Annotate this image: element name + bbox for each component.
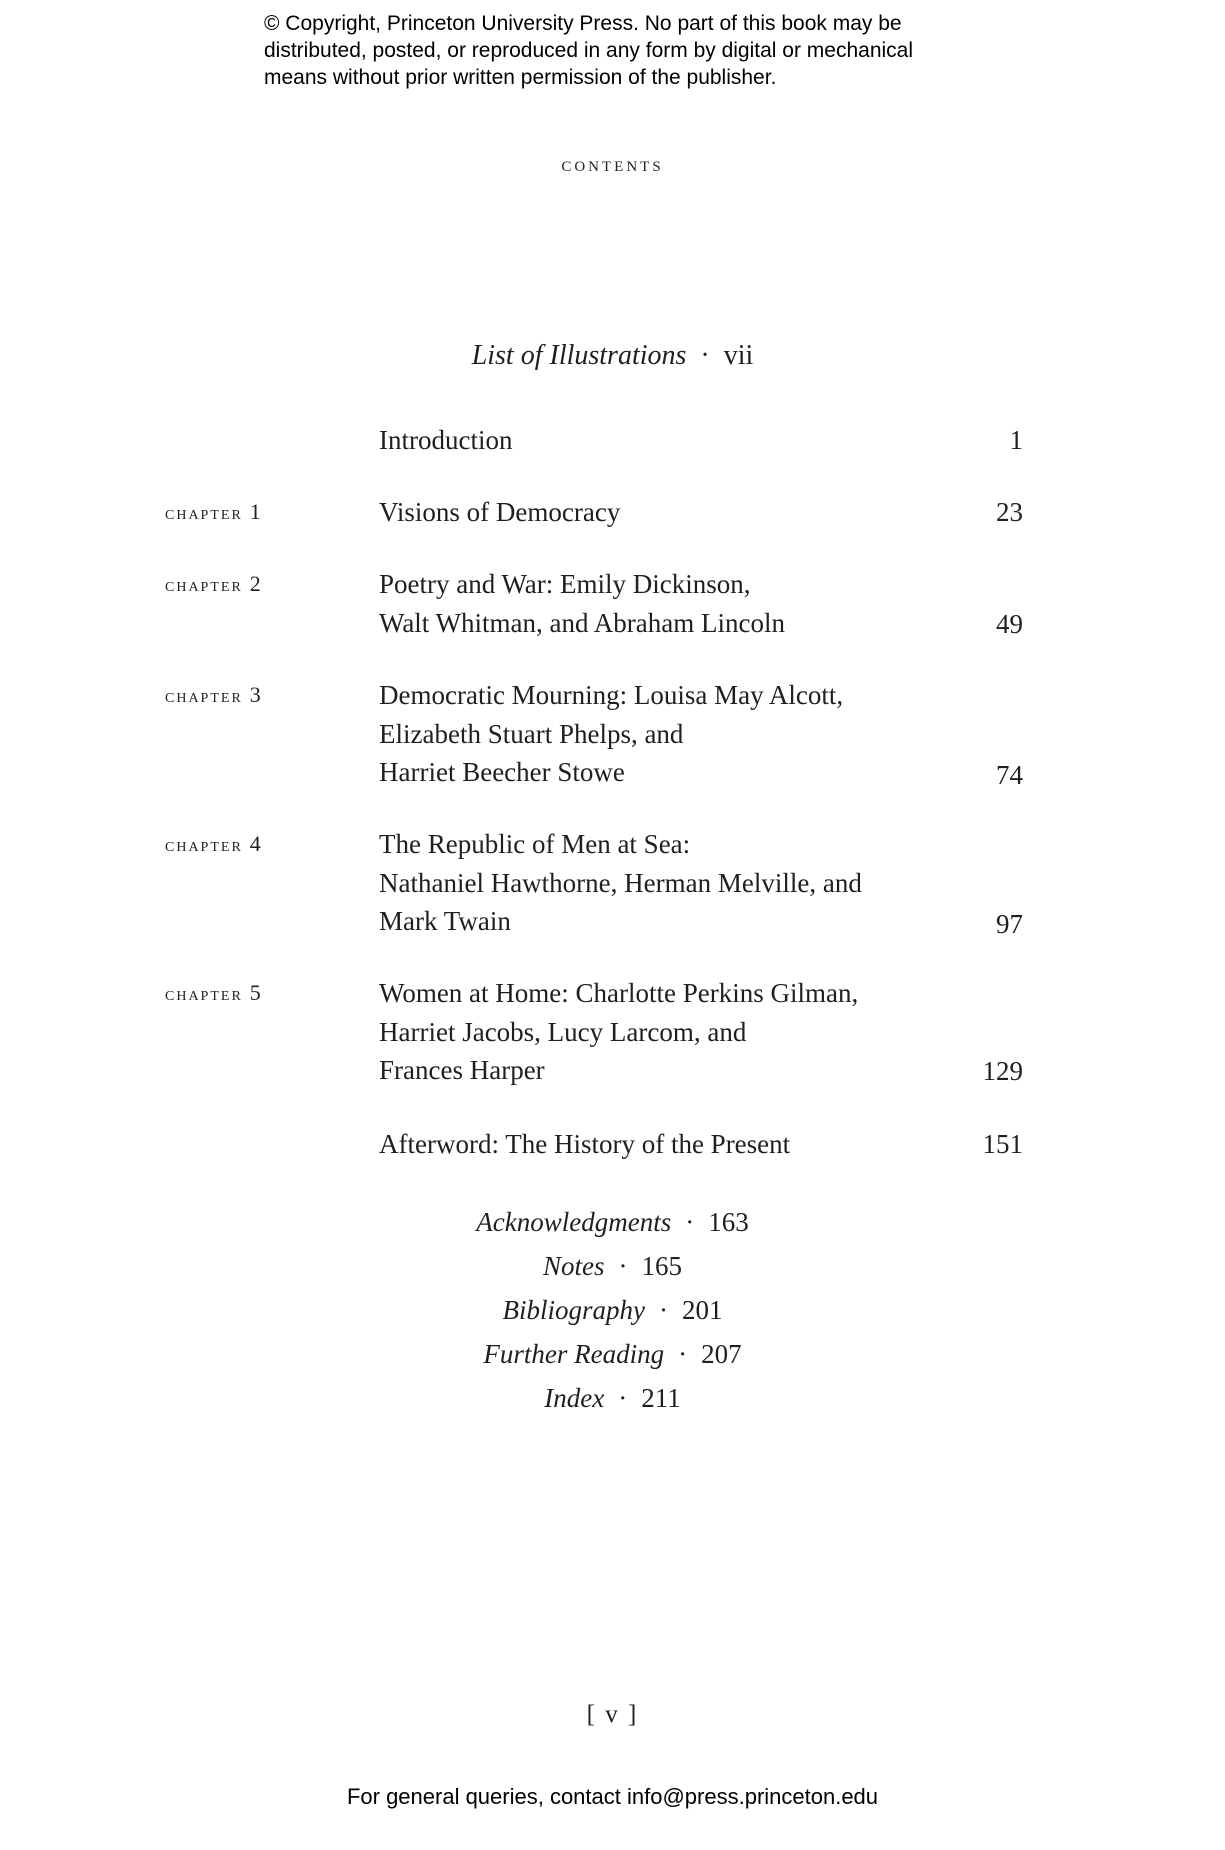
- back-matter-page: 165: [641, 1251, 682, 1281]
- back-matter-title: Index: [544, 1383, 605, 1413]
- entry-title-line: Walt Whitman, and Abraham Lincoln: [379, 607, 785, 638]
- entry-page-number: 129: [982, 1056, 1023, 1086]
- chapter-word: chapter: [165, 574, 243, 596]
- chapter-number: 2: [249, 571, 261, 596]
- entry-page-number: 1: [1009, 425, 1023, 455]
- separator-dot: ·: [678, 1339, 688, 1369]
- chapter-number: 4: [249, 831, 261, 856]
- entry-title-line: Harriet Jacobs, Lucy Larcom, and: [379, 1016, 747, 1047]
- entry-title: [379, 565, 939, 642]
- entry-title: [379, 421, 939, 460]
- page-folio: [ v ]: [586, 1701, 639, 1728]
- separator-dot: ·: [618, 1383, 628, 1413]
- separator-dot: ·: [685, 1207, 695, 1237]
- separator-dot: ·: [618, 1251, 628, 1281]
- chapter-number: 1: [249, 499, 261, 524]
- entry-title-line: The Republic of Men at Sea:: [379, 829, 691, 859]
- entry-title: [379, 1125, 939, 1164]
- entry-page-number: 97: [996, 909, 1023, 939]
- back-matter-entry: [0, 1332, 1225, 1376]
- back-matter-title: Further Reading: [483, 1339, 665, 1369]
- entry-page-number: 23: [996, 497, 1023, 527]
- entry-title-line: Introduction: [379, 425, 513, 455]
- back-matter-page: 163: [708, 1207, 749, 1237]
- entry-title-line: Elizabeth Stuart Phelps, and: [379, 718, 684, 749]
- entry-title-line: Women at Home: Charlotte Perkins Gilman,: [379, 978, 859, 1008]
- separator-dot: ·: [700, 340, 710, 371]
- entry-title: [379, 974, 939, 1090]
- entry-page-number: 151: [982, 1129, 1023, 1159]
- back-matter-page: 211: [641, 1383, 681, 1413]
- entry-title: [379, 676, 939, 792]
- copyright-line: means without prior written permission of the publisher.: [264, 66, 777, 89]
- entry-title-line: Visions of Democracy: [379, 497, 621, 527]
- entry-title-line: Mark Twain: [379, 906, 511, 936]
- entry-title-line: Democratic Mourning: Louisa May Alcott,: [379, 680, 844, 710]
- back-matter-page: 207: [701, 1339, 742, 1369]
- entry-title-line: Afterword: The History of the Present: [379, 1129, 791, 1159]
- chapter-number: 3: [249, 682, 261, 707]
- back-matter-entry: [0, 1288, 1225, 1332]
- separator-dot: ·: [659, 1295, 668, 1325]
- back-matter-title: Bibliography: [502, 1295, 645, 1325]
- copyright-line: distributed, posted, or reproduced in any form by digital or mechanical: [264, 39, 914, 62]
- entry-title-line: Frances Harper: [379, 1055, 545, 1085]
- back-matter-title: Notes: [542, 1251, 605, 1281]
- front-entry-title: List of Illustrations: [471, 340, 687, 371]
- back-matter-title: Acknowledgments: [476, 1207, 672, 1237]
- back-matter-entry: [0, 1244, 1225, 1288]
- entry-title-line: Harriet Beecher Stowe: [379, 757, 625, 787]
- copyright-line: © Copyright, Princeton University Press. No part of this book may be: [264, 12, 902, 35]
- chapter-label: [165, 980, 261, 1006]
- entry-page-number: 49: [996, 609, 1023, 639]
- back-matter-entry: [0, 1200, 1225, 1244]
- entry-title: [379, 493, 939, 532]
- entry-title-line: Nathaniel Hawthorne, Herman Melville, and: [379, 867, 862, 898]
- chapter-word: chapter: [165, 502, 243, 524]
- chapter-word: chapter: [165, 834, 243, 856]
- entry-title-line: Poetry and War: Emily Dickinson,: [379, 569, 751, 599]
- chapter-label: [165, 831, 261, 857]
- chapter-word: chapter: [165, 685, 243, 707]
- footer-contact-note: For general queries, contact info@press.princeton.edu: [346, 1784, 879, 1809]
- back-matter-entry: [0, 1376, 1225, 1420]
- chapter-number: 5: [249, 980, 261, 1005]
- back-matter-list: [0, 1200, 1225, 1420]
- entry-title: [379, 825, 939, 941]
- chapter-word: chapter: [165, 983, 243, 1005]
- contents-heading: contents: [561, 151, 664, 176]
- chapter-label: [165, 571, 261, 597]
- entry-page-number: 74: [996, 760, 1023, 790]
- chapter-label: [165, 682, 261, 708]
- copyright-notice: [264, 10, 984, 91]
- back-matter-page: 201: [682, 1295, 723, 1325]
- front-entry-page: vii: [723, 340, 754, 371]
- chapter-label: [165, 499, 261, 525]
- toc-front-entry: [0, 340, 1225, 372]
